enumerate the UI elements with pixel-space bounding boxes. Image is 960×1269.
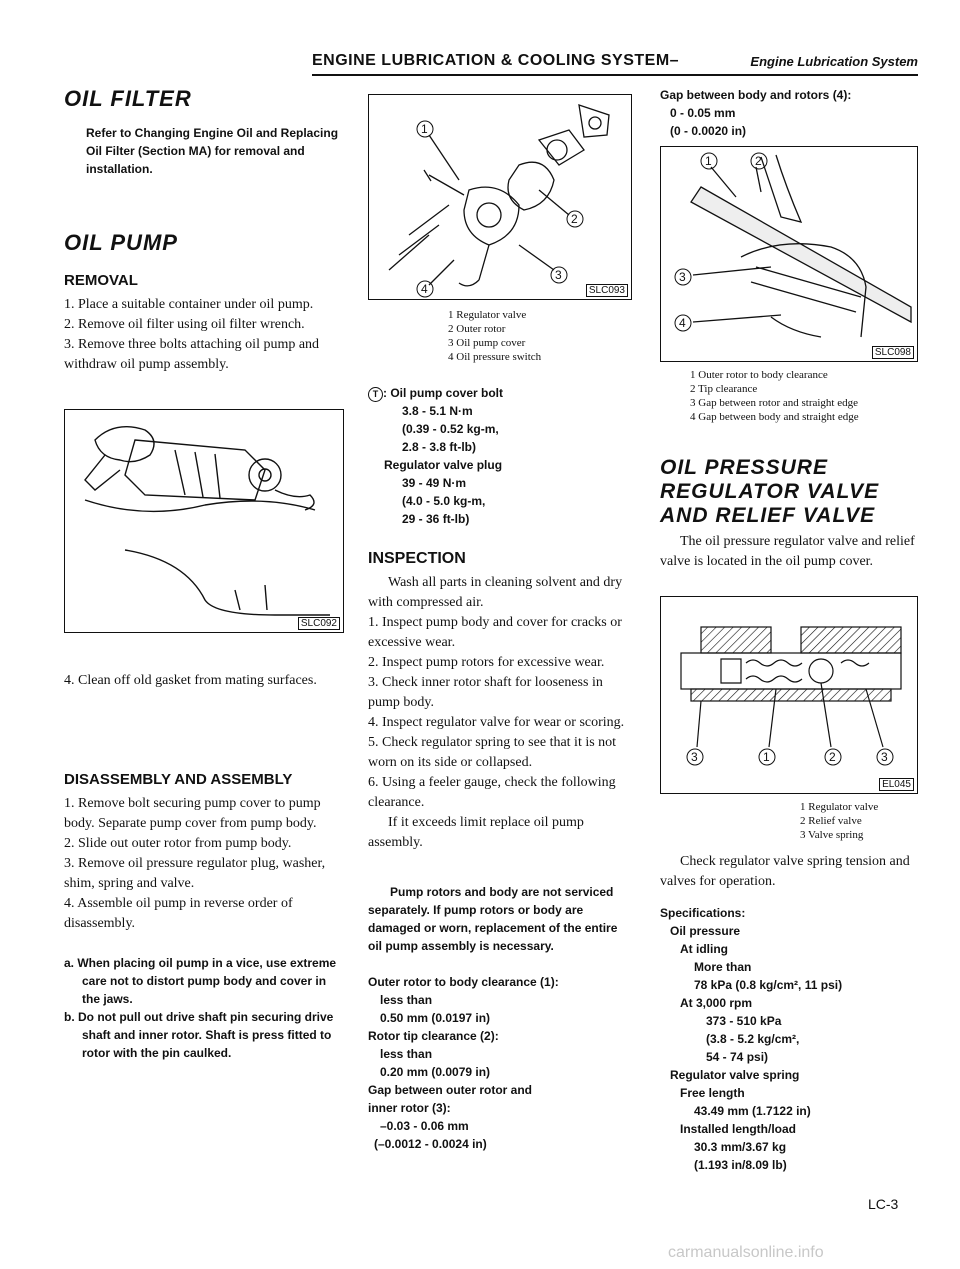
fig2-callout: 1 — [763, 750, 770, 764]
inspection-step: 3. Check inner rotor shaft for looseness in pump body. — [368, 675, 603, 710]
valve-heading — [660, 456, 924, 528]
valves-illustration — [661, 597, 917, 793]
inspection-step: 1. Inspect pump body and cover for cracks or excessive wear. — [368, 615, 622, 650]
oil-pump-exploded-illustration — [369, 95, 631, 299]
torque-line: (4.0 - 5.0 kg-m, — [402, 494, 486, 508]
figure-oil-pump-exploded — [368, 94, 632, 300]
torque-line: 3.8 - 5.1 N·m — [402, 404, 473, 418]
watermark: carmanualsonline.info — [668, 1244, 824, 1261]
pump-removal-illustration — [65, 410, 343, 632]
page-header — [312, 50, 918, 76]
torque-spec — [368, 384, 634, 528]
spec-line: Regulator valve spring — [670, 1068, 800, 1082]
clearance-line: 0.50 mm (0.0197 in) — [380, 1011, 491, 1025]
torque-line: 2.8 - 3.8 ft-lb) — [402, 440, 477, 454]
fig2-callout: 2 — [829, 750, 836, 764]
svg-text:1: 1 — [421, 122, 428, 136]
svg-text:2: 2 — [571, 212, 578, 226]
clearance-line: inner rotor (3): — [368, 1101, 451, 1115]
figure-clearance-check — [660, 146, 918, 362]
spec-line: 78 kPa (0.8 kg/cm², 11 psi) — [694, 978, 843, 992]
torque-line: : Oil pump cover bolt — [383, 386, 504, 400]
oil-filter-heading: OIL FILTER — [64, 86, 192, 111]
clearance-line: (–0.0012 - 0.0024 in) — [374, 1137, 487, 1151]
figure-code: SLC092 — [298, 617, 340, 630]
legend-item: 4 Oil pressure switch — [448, 351, 542, 363]
legend-item: 1 Regulator valve — [800, 801, 879, 813]
check-text: Check regulator valve spring tension and valves for operation. — [660, 854, 910, 889]
gap-line: Gap between body and rotors (4): — [660, 88, 852, 102]
valve-heading-line: AND RELIEF VALVE — [660, 504, 876, 527]
fig1-callout-1: 1 — [705, 154, 712, 168]
inspection-after: If it exceeds limit replace oil pump assembly. — [368, 815, 584, 850]
inspection-step: 4. Inspect regulator valve for wear or scoring. — [368, 715, 625, 730]
figure-pump-removal — [64, 409, 344, 633]
torque-line: (0.39 - 0.52 kg-m, — [402, 422, 499, 436]
valve-legend — [800, 800, 924, 842]
spec-line: (1.193 in/8.09 lb) — [694, 1158, 787, 1172]
pump-legend — [448, 308, 634, 364]
spec-line: 30.3 mm/3.67 kg — [694, 1140, 787, 1154]
legend-item: 1 Outer rotor to body clearance — [690, 369, 828, 381]
legend-item: 2 Outer rotor — [448, 323, 506, 335]
valve-heading-line: REGULATOR VALVE — [660, 480, 880, 503]
torque-line: 39 - 49 N·m — [402, 476, 467, 490]
torque-line: 29 - 36 ft-lb) — [402, 512, 470, 526]
valve-heading-line: OIL PRESSURE — [660, 456, 828, 479]
legend-item: 2 Relief valve — [800, 815, 862, 827]
inspection-step: 2. Inspect pump rotors for excessive wear. — [368, 655, 605, 670]
spec-line: 43.49 mm (1.7122 in) — [694, 1104, 811, 1118]
fig1-callout-3: 3 — [679, 270, 686, 284]
clearance-line: –0.03 - 0.06 mm — [380, 1119, 469, 1133]
removal-step-2: 2. Remove oil filter using oil filter wrench. — [64, 317, 305, 332]
spec-line: Installed length/load — [680, 1122, 797, 1136]
spec-line: Specifications: — [660, 906, 746, 920]
spec-line: At 3,000 rpm — [680, 996, 753, 1010]
svg-text:3: 3 — [555, 268, 562, 282]
header-title: ENGINE LUBRICATION & COOLING SYSTEM– — [312, 52, 680, 69]
spec-line: (3.8 - 5.2 kg/cm², — [706, 1032, 800, 1046]
fig2-callout: 3 — [691, 750, 698, 764]
column-left — [64, 86, 344, 1062]
page-number: LC-3 — [868, 1196, 899, 1212]
oil-pump-heading: OIL PUMP — [64, 230, 178, 255]
oil-filter-note: Refer to Changing Engine Oil and Replacing Oil Filter (Section MA) for removal and installation. — [86, 126, 339, 176]
pressure-specs — [660, 904, 924, 1174]
disassembly-step-3: 3. Remove oil pressure regulator plug, washer, shim, spring and valve. — [64, 856, 326, 891]
legend-item: 2 Tip clearance — [690, 383, 758, 395]
gap-line: (0 - 0.0020 in) — [670, 124, 747, 138]
spec-line: Oil pressure — [670, 924, 741, 938]
inspection-step: 6. Using a feeler gauge, check the following clearance. — [368, 775, 616, 810]
disassembly-step-2: 2. Slide out outer rotor from pump body. — [64, 836, 292, 851]
spec-line: At idling — [680, 942, 728, 956]
legend-item: 3 Gap between rotor and straight edge — [690, 397, 858, 409]
disassembly-step-4: 4. Assemble oil pump in reverse order of disassembly. — [64, 896, 293, 931]
disassembly-step-1: 1. Remove bolt securing pump cover to pump body. Separate pump cover from pump body. — [64, 796, 321, 831]
disassembly-heading: DISASSEMBLY AND ASSEMBLY — [64, 771, 293, 788]
pump-service-note: Pump rotors and body are not serviced separately. If pump rotors or body are damaged or worn, replacement of the entire oil pump assembly is necessary. — [368, 885, 618, 953]
column-right — [660, 86, 924, 1174]
clearance-line: less than — [380, 1047, 433, 1061]
removal-step-4: 4. Clean off old gasket from mating surfaces. — [64, 673, 317, 688]
clearance-line: Rotor tip clearance (2): — [368, 1029, 499, 1043]
column-middle — [368, 86, 634, 1153]
inspection-intro: Wash all parts in cleaning solvent and dry with compressed air. — [368, 575, 623, 610]
figure-code: EL045 — [879, 778, 914, 791]
spec-line: 373 - 510 kPa — [706, 1014, 782, 1028]
inspection-step: 5. Check regulator spring to see that it is not worn on its side or collapsed. — [368, 735, 617, 770]
header-subtitle: Engine Lubrication System — [750, 54, 918, 69]
clearance-specs — [368, 973, 634, 1153]
clearance-check-illustration — [661, 147, 917, 361]
spec-line: More than — [694, 960, 752, 974]
valve-text: The oil pressure regulator valve and relief valve is located in the oil pump cover. — [660, 534, 915, 569]
clearance-line: 0.20 mm (0.0079 in) — [380, 1065, 491, 1079]
spec-line: 54 - 74 psi) — [706, 1050, 769, 1064]
figure-code: SLC098 — [872, 346, 914, 359]
fig1-callout-2: 2 — [755, 154, 762, 168]
clearance-line: Outer rotor to body clearance (1): — [368, 975, 559, 989]
removal-step-3: 3. Remove three bolts attaching oil pump and withdraw oil pump assembly. — [64, 337, 320, 372]
torque-icon: T — [368, 387, 383, 402]
fig1-callout-4: 4 — [679, 316, 686, 330]
clearance-legend — [690, 368, 924, 424]
gap-spec — [660, 86, 924, 140]
clearance-line: Gap between outer rotor and — [368, 1083, 533, 1097]
figure-valves — [660, 596, 918, 794]
note-b: b. Do not pull out drive shaft pin securing drive shaft and inner rotor. Shaft is press fitted to rotor with the pin caulked. — [64, 1010, 334, 1060]
svg-text:4: 4 — [421, 282, 428, 296]
inspection-heading: INSPECTION — [368, 550, 466, 567]
removal-step-1: 1. Place a suitable container under oil pump. — [64, 297, 314, 312]
removal-heading: REMOVAL — [64, 272, 138, 289]
clearance-line: less than — [380, 993, 433, 1007]
torque-line: Regulator valve plug — [384, 458, 503, 472]
figure-code: SLC093 — [586, 284, 628, 297]
fig2-callout: 3 — [881, 750, 888, 764]
legend-item: 3 Valve spring — [800, 829, 864, 841]
note-a: a. When placing oil pump in a vice, use extreme care not to distort pump body and cover in the jaws. — [64, 956, 337, 1006]
gap-line: 0 - 0.05 mm — [670, 106, 736, 120]
legend-item: 4 Gap between body and straight edge — [690, 411, 859, 423]
legend-item: 1 Regulator valve — [448, 309, 527, 321]
spec-line: Free length — [680, 1086, 745, 1100]
legend-item: 3 Oil pump cover — [448, 337, 526, 349]
